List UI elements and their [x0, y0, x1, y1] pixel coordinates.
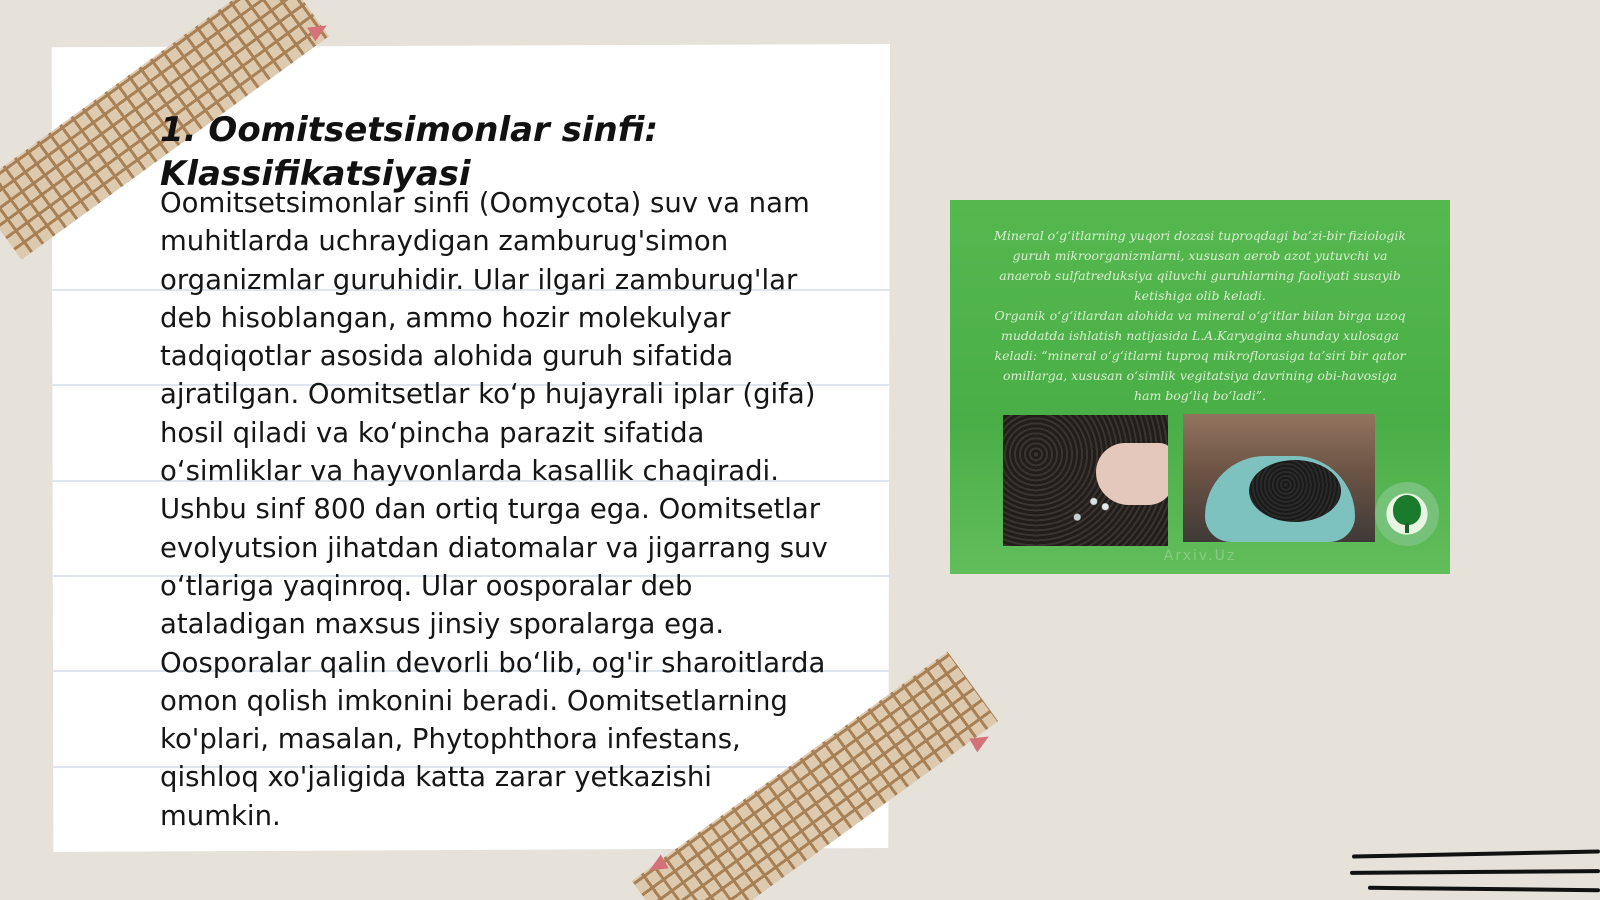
slide-body-text: Oomitsetsimonlar sinfi (Oomycota) suv va nam muhitlarda uchraydigan zamburug'simon organizmlar guruhidir. Ular ilgari zamburug'lar deb hisoblangan, ammo hozir molekulyar tadqiqotlar asosida alohida guruh sifatida ajratilgan. Oomitsetlar ko‘p hujayrali iplar (gifa) hosil qiladi va ko‘pincha parazit sifatida o‘simliklar va hayvonlarda kasallik chaqiradi. Ushbu sinf 800 dan ortiq turga ega. Oomitsetlar evolyutsion jihatdan diatomalar va jigarrang suv o‘tlariga yaqinroq. Ular oosporalar deb ataladigan maxsus jinsiy sporalarga ega. Oosporalar qalin devorli bo‘lib, og'ir sharoitlarda omon qolish imkonini beradi. Oomitsetlarning ko'plari, masalan, Phytophthora infestans, qishloq xo'jaligida katta zarar yetkazishi mumkin.: [160, 187, 828, 832]
slide-title: 1. Oomitsetsimonlar sinfi: Klassifikatsiyasi: [160, 110, 659, 194]
soil-shape: [1249, 460, 1341, 522]
image-card-line: Organik o‘g‘itlardan alohida va mineral o‘g‘itlar bilan birga uzoq: [994, 308, 1406, 323]
image-card-line: muddatda ishlatish natijasida L.A.Karyagina shunday xulosaga: [1001, 328, 1399, 343]
image-card-line: anaerob sulfatreduksiya qiluvchi guruhlarning faoliyati susayib: [999, 268, 1401, 283]
image-card-line: ketishiga olib keladi.: [1134, 288, 1266, 303]
fertilizer-image-card: [950, 200, 1450, 574]
image-card-line: omillarga, xususan o‘simlik vegitatsiya davrining obi-havosiga: [1002, 368, 1398, 383]
seeds-in-hand-photo: [1003, 415, 1168, 546]
hand-shape: [1096, 443, 1168, 505]
tree-icon: [1393, 495, 1421, 525]
image-card-line: guruh mikroorganizmlarni, xususan aerob azot yutuvchi va: [1012, 248, 1388, 263]
image-card-line: keladi: “mineral o‘g‘itlarni tuproq mikroflorasiga ta’siri bir qator: [994, 348, 1406, 363]
recycle-tree-icon: [1375, 482, 1439, 546]
image-watermark: Arxiv.Uz: [1163, 548, 1237, 564]
tree-trunk: [1405, 523, 1409, 533]
brush-stroke: [1352, 849, 1600, 858]
image-card-line: Mineral o‘g‘itlarning yuqori dozasi tuproqdagi ba’zi-bir fiziologik: [994, 228, 1406, 243]
image-card-line: ham bog‘liq bo‘ladi”.: [1133, 388, 1267, 403]
brush-stroke: [1350, 869, 1600, 875]
brush-stroke: [1368, 886, 1600, 892]
soil-in-gloved-hands-photo: [1183, 414, 1375, 542]
image-card-text: [970, 226, 1430, 406]
